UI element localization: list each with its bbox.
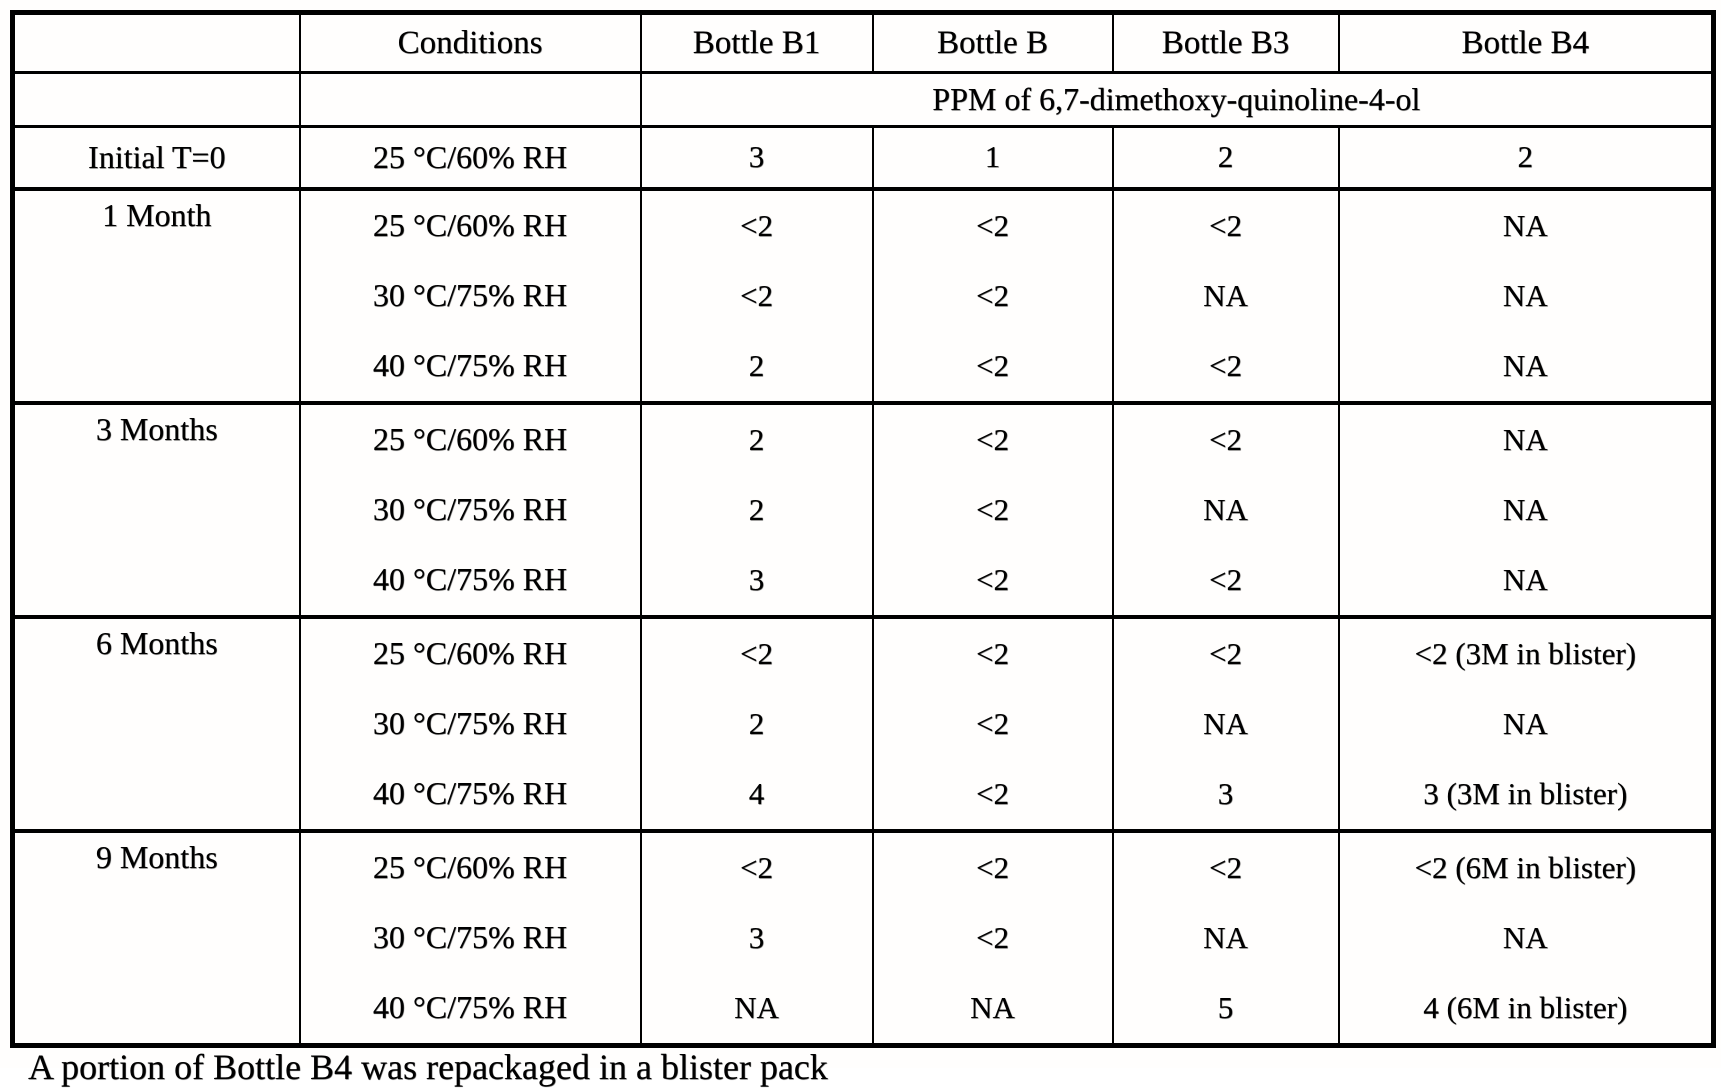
value-cell: <2 <box>873 403 1113 475</box>
value-cell: 2 <box>641 475 873 545</box>
table-row <box>13 617 1714 689</box>
empty-cell <box>300 73 641 127</box>
condition-cell: 30 °C/75% RH <box>300 689 641 759</box>
header-row <box>13 13 1714 73</box>
value-cell: 2 <box>641 403 873 475</box>
value-cell: <2 (6M in blister) <box>1339 831 1714 903</box>
value-cell: 1 <box>873 127 1113 189</box>
value-cell: <2 (3M in blister) <box>1339 617 1714 689</box>
table-head-rows <box>13 13 1714 189</box>
value-cell: 3 (3M in blister) <box>1339 759 1714 831</box>
condition-cell: 40 °C/75% RH <box>300 545 641 617</box>
condition-cell: 25 °C/60% RH <box>300 189 641 261</box>
value-cell: NA <box>1113 261 1339 331</box>
condition-cell: 25 °C/60% RH <box>300 403 641 475</box>
value-cell: NA <box>1339 261 1714 331</box>
value-cell: <2 <box>873 759 1113 831</box>
value-cell: NA <box>1339 475 1714 545</box>
period-cell: Initial T=0 <box>13 127 300 189</box>
value-cell: NA <box>1339 545 1714 617</box>
value-cell: NA <box>1339 331 1714 403</box>
condition-cell: 40 °C/75% RH <box>300 973 641 1046</box>
value-cell: 5 <box>1113 973 1339 1046</box>
bottle-b3-column-header: Bottle B3 <box>1113 13 1339 73</box>
value-cell: NA <box>873 973 1113 1046</box>
period-cell: 1 Month <box>13 189 300 403</box>
value-cell: NA <box>1339 189 1714 261</box>
value-cell: <2 <box>1113 617 1339 689</box>
value-cell: NA <box>641 973 873 1046</box>
value-cell: <2 <box>1113 331 1339 403</box>
condition-cell: 40 °C/75% RH <box>300 759 641 831</box>
table-row <box>13 403 1714 475</box>
bottle-b4-column-header: Bottle B4 <box>1339 13 1714 73</box>
value-cell: <2 <box>873 617 1113 689</box>
value-cell: <2 <box>873 475 1113 545</box>
condition-cell: 40 °C/75% RH <box>300 331 641 403</box>
period-cell: 3 Months <box>13 403 300 617</box>
value-cell: <2 <box>641 617 873 689</box>
value-cell: <2 <box>873 831 1113 903</box>
value-cell: NA <box>1113 903 1339 973</box>
value-cell: 2 <box>1339 127 1714 189</box>
value-cell: <2 <box>641 189 873 261</box>
value-cell: NA <box>1113 475 1339 545</box>
condition-cell: 25 °C/60% RH <box>300 617 641 689</box>
value-cell: 2 <box>1113 127 1339 189</box>
value-cell: 3 <box>641 127 873 189</box>
value-cell: 4 (6M in blister) <box>1339 973 1714 1046</box>
value-cell: NA <box>1113 689 1339 759</box>
bottle-b-column-header: Bottle B <box>873 13 1113 73</box>
value-cell: <2 <box>641 831 873 903</box>
value-cell: <2 <box>873 903 1113 973</box>
value-cell: <2 <box>873 331 1113 403</box>
period-cell: 6 Months <box>13 617 300 831</box>
value-cell: 3 <box>641 545 873 617</box>
table-caption: A portion of Bottle B4 was repackaged in a blister pack <box>28 1047 828 1087</box>
value-cell: 4 <box>641 759 873 831</box>
value-cell: NA <box>1339 903 1714 973</box>
period-cell: 9 Months <box>13 831 300 1046</box>
value-cell: 2 <box>641 689 873 759</box>
value-cell: NA <box>1339 689 1714 759</box>
initial-row <box>13 127 1714 189</box>
value-cell: 3 <box>641 903 873 973</box>
ppm-subheader-cell: PPM of 6,7-dimethoxy-quinoline-4-ol <box>641 73 1714 127</box>
value-cell: <2 <box>1113 189 1339 261</box>
table-blocks <box>13 189 1714 1046</box>
value-cell: <2 <box>873 189 1113 261</box>
value-cell: <2 <box>873 261 1113 331</box>
value-cell: <2 <box>1113 545 1339 617</box>
value-cell: NA <box>1339 403 1714 475</box>
value-cell: <2 <box>1113 831 1339 903</box>
table-row <box>13 189 1714 261</box>
condition-cell: 25 °C/60% RH <box>300 127 641 189</box>
value-cell: <2 <box>873 689 1113 759</box>
value-cell: 2 <box>641 331 873 403</box>
conditions-column-header: Conditions <box>300 13 641 73</box>
condition-cell: 30 °C/75% RH <box>300 261 641 331</box>
condition-cell: 30 °C/75% RH <box>300 903 641 973</box>
subheader-row <box>13 73 1714 127</box>
condition-cell: 25 °C/60% RH <box>300 831 641 903</box>
condition-cell: 30 °C/75% RH <box>300 475 641 545</box>
value-cell: <2 <box>1113 403 1339 475</box>
value-cell: <2 <box>873 545 1113 617</box>
stability-table <box>10 10 1716 1048</box>
value-cell: 3 <box>1113 759 1339 831</box>
empty-cell <box>13 73 300 127</box>
value-cell: <2 <box>641 261 873 331</box>
table-row <box>13 831 1714 903</box>
bottle-b1-column-header: Bottle B1 <box>641 13 873 73</box>
empty-corner-cell <box>13 13 300 73</box>
